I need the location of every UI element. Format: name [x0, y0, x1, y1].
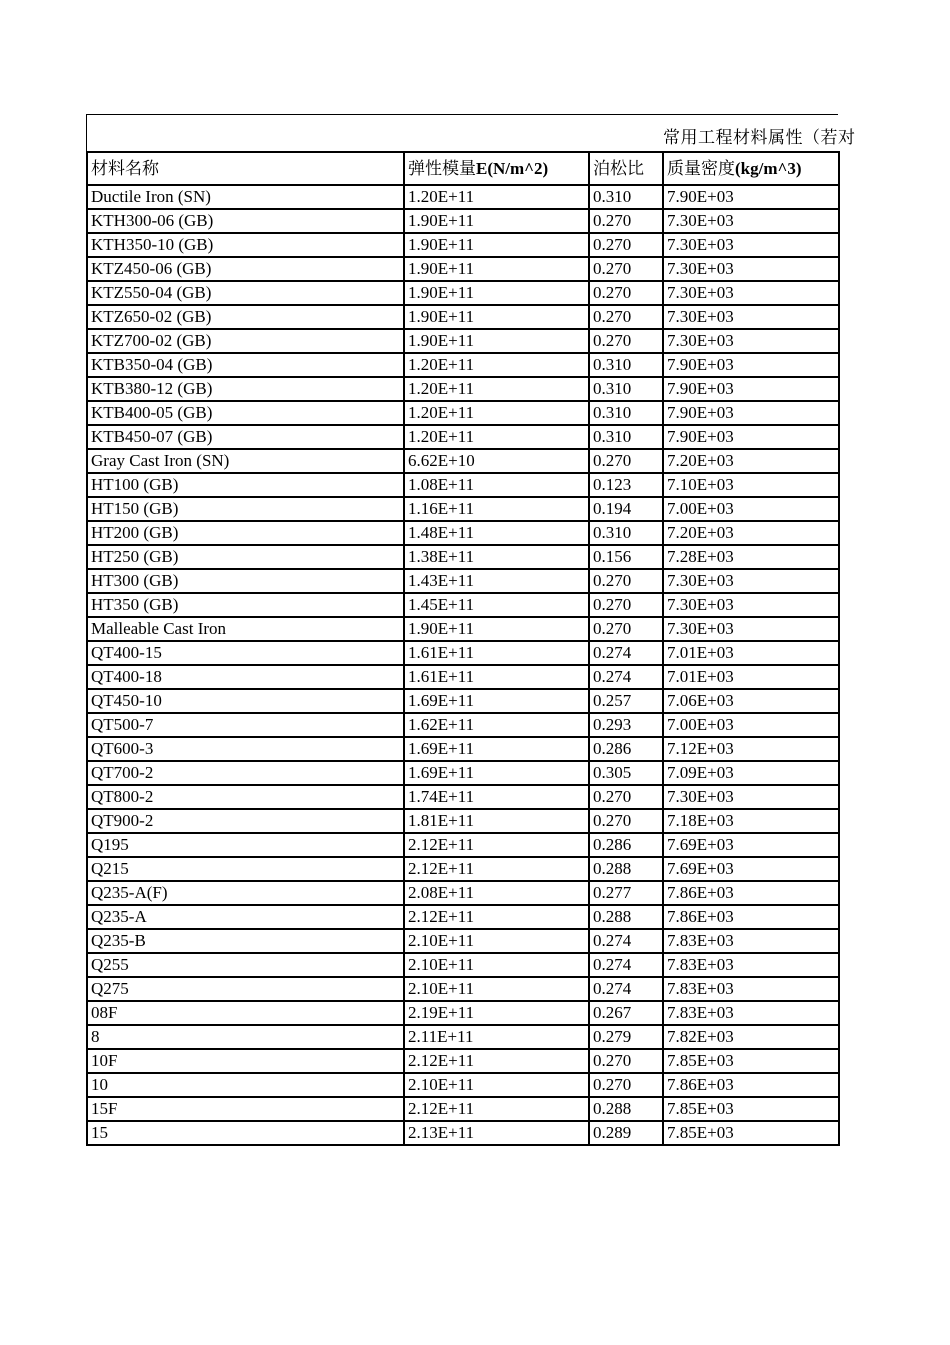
table-row	[87, 473, 839, 497]
cell-elastic-modulus[interactable]: 2.13E+11	[404, 1121, 589, 1145]
cell-mass-density[interactable]: 7.83E+03	[663, 953, 839, 977]
table-row	[87, 905, 839, 929]
cell-elastic-modulus[interactable]: 1.61E+11	[404, 641, 589, 665]
cell-elastic-modulus[interactable]: 2.12E+11	[404, 905, 589, 929]
header-row	[87, 152, 839, 185]
cell-elastic-modulus[interactable]: 2.12E+11	[404, 857, 589, 881]
table-row	[87, 377, 839, 401]
cell-poisson-ratio[interactable]: 0.270	[589, 233, 663, 257]
cell-mass-density[interactable]: 7.85E+03	[663, 1121, 839, 1145]
table-row	[87, 281, 839, 305]
cell-poisson-ratio[interactable]: 0.270	[589, 1073, 663, 1097]
table-row	[87, 425, 839, 449]
cell-elastic-modulus[interactable]: 2.10E+11	[404, 977, 589, 1001]
cell-poisson-ratio[interactable]: 0.156	[589, 545, 663, 569]
cell-mass-density[interactable]: 7.83E+03	[663, 977, 839, 1001]
table-row	[87, 713, 839, 737]
cell-elastic-modulus[interactable]: 1.08E+11	[404, 473, 589, 497]
cell-material-name[interactable]: HT200 (GB)	[87, 521, 404, 545]
cell-elastic-modulus[interactable]: 6.62E+10	[404, 449, 589, 473]
cell-material-name[interactable]: HT350 (GB)	[87, 593, 404, 617]
cell-material-name[interactable]: 8	[87, 1025, 404, 1049]
cell-material-name[interactable]: HT300 (GB)	[87, 569, 404, 593]
table-row	[87, 1049, 839, 1073]
cell-elastic-modulus[interactable]: 1.69E+11	[404, 689, 589, 713]
cell-material-name[interactable]: 08F	[87, 1001, 404, 1025]
cell-material-name[interactable]: KTB400-05 (GB)	[87, 401, 404, 425]
cell-mass-density[interactable]: 7.00E+03	[663, 497, 839, 521]
cell-poisson-ratio[interactable]: 0.310	[589, 401, 663, 425]
cell-poisson-ratio[interactable]: 0.270	[589, 281, 663, 305]
cell-material-name[interactable]: KTH350-10 (GB)	[87, 233, 404, 257]
cell-mass-density[interactable]: 7.12E+03	[663, 737, 839, 761]
cell-elastic-modulus[interactable]: 2.08E+11	[404, 881, 589, 905]
table-row	[87, 977, 839, 1001]
cell-elastic-modulus[interactable]: 2.10E+11	[404, 1073, 589, 1097]
table-row	[87, 593, 839, 617]
header-elastic-modulus-label: 弹性模量	[408, 158, 476, 179]
cell-elastic-modulus[interactable]: 1.20E+11	[404, 185, 589, 209]
cell-mass-density[interactable]: 7.30E+03	[663, 329, 839, 353]
cell-material-name[interactable]: Q275	[87, 977, 404, 1001]
header-mass-density[interactable]	[663, 152, 839, 185]
cell-material-name[interactable]: HT250 (GB)	[87, 545, 404, 569]
cell-poisson-ratio[interactable]: 0.270	[589, 593, 663, 617]
cell-material-name[interactable]: KTZ700-02 (GB)	[87, 329, 404, 353]
table-row	[87, 209, 839, 233]
cell-poisson-ratio[interactable]: 0.267	[589, 1001, 663, 1025]
cell-mass-density[interactable]: 7.30E+03	[663, 617, 839, 641]
cell-material-name[interactable]: KTZ450-06 (GB)	[87, 257, 404, 281]
header-mass-density-unit: (kg/m^3)	[735, 158, 802, 178]
cell-poisson-ratio[interactable]: 0.270	[589, 257, 663, 281]
cell-elastic-modulus[interactable]: 1.20E+11	[404, 377, 589, 401]
cell-material-name[interactable]: QT400-15	[87, 641, 404, 665]
sheet-title: 常用工程材料属性（若对	[663, 128, 856, 148]
cell-mass-density[interactable]: 7.85E+03	[663, 1049, 839, 1073]
cell-material-name[interactable]: Ductile Iron (SN)	[87, 185, 404, 209]
cell-elastic-modulus[interactable]: 1.45E+11	[404, 593, 589, 617]
material-table	[86, 151, 840, 1146]
table-row	[87, 785, 839, 809]
cell-material-name[interactable]: QT450-10	[87, 689, 404, 713]
table-row	[87, 641, 839, 665]
cell-poisson-ratio[interactable]: 0.279	[589, 1025, 663, 1049]
cell-mass-density[interactable]: 7.85E+03	[663, 1097, 839, 1121]
cell-mass-density[interactable]: 7.86E+03	[663, 905, 839, 929]
cell-material-name[interactable]: Q195	[87, 833, 404, 857]
header-elastic-modulus[interactable]	[404, 152, 589, 185]
header-material-name-label: 材料名称	[91, 158, 159, 179]
cell-material-name[interactable]: 10F	[87, 1049, 404, 1073]
table-row	[87, 617, 839, 641]
cell-poisson-ratio[interactable]: 0.310	[589, 377, 663, 401]
cell-mass-density[interactable]: 7.06E+03	[663, 689, 839, 713]
cell-material-name[interactable]: 15	[87, 1121, 404, 1145]
cell-poisson-ratio[interactable]: 0.270	[589, 785, 663, 809]
cell-mass-density[interactable]: 7.30E+03	[663, 569, 839, 593]
cell-poisson-ratio[interactable]: 0.310	[589, 185, 663, 209]
cell-material-name[interactable]: Malleable Cast Iron	[87, 617, 404, 641]
table-row	[87, 329, 839, 353]
cell-poisson-ratio[interactable]: 0.194	[589, 497, 663, 521]
cell-material-name[interactable]: KTB380-12 (GB)	[87, 377, 404, 401]
cell-mass-density[interactable]: 7.20E+03	[663, 449, 839, 473]
cell-elastic-modulus[interactable]: 1.69E+11	[404, 737, 589, 761]
cell-elastic-modulus[interactable]: 2.10E+11	[404, 929, 589, 953]
cell-mass-density[interactable]: 7.00E+03	[663, 713, 839, 737]
cell-mass-density[interactable]: 7.90E+03	[663, 185, 839, 209]
cell-elastic-modulus[interactable]: 1.62E+11	[404, 713, 589, 737]
cell-mass-density[interactable]: 7.86E+03	[663, 881, 839, 905]
table-row	[87, 881, 839, 905]
cell-elastic-modulus[interactable]: 1.90E+11	[404, 281, 589, 305]
table-row	[87, 257, 839, 281]
cell-material-name[interactable]: 15F	[87, 1097, 404, 1121]
cell-poisson-ratio[interactable]: 0.288	[589, 905, 663, 929]
cell-material-name[interactable]: HT150 (GB)	[87, 497, 404, 521]
cell-material-name[interactable]: KTZ650-02 (GB)	[87, 305, 404, 329]
cell-poisson-ratio[interactable]: 0.293	[589, 713, 663, 737]
cell-material-name[interactable]: QT900-2	[87, 809, 404, 833]
cell-material-name[interactable]: Q235-A(F)	[87, 881, 404, 905]
cell-elastic-modulus[interactable]: 1.20E+11	[404, 425, 589, 449]
cell-elastic-modulus[interactable]: 1.90E+11	[404, 305, 589, 329]
cell-poisson-ratio[interactable]: 0.270	[589, 1049, 663, 1073]
table-row	[87, 401, 839, 425]
cell-material-name[interactable]: KTZ550-04 (GB)	[87, 281, 404, 305]
cell-poisson-ratio[interactable]: 0.270	[589, 209, 663, 233]
cell-elastic-modulus[interactable]: 1.20E+11	[404, 401, 589, 425]
cell-elastic-modulus[interactable]: 1.48E+11	[404, 521, 589, 545]
cell-mass-density[interactable]: 7.82E+03	[663, 1025, 839, 1049]
header-material-name[interactable]	[87, 152, 404, 185]
cell-mass-density[interactable]: 7.10E+03	[663, 473, 839, 497]
cell-poisson-ratio[interactable]: 0.288	[589, 857, 663, 881]
cell-material-name[interactable]: Q235-B	[87, 929, 404, 953]
cell-mass-density[interactable]: 7.83E+03	[663, 1001, 839, 1025]
cell-mass-density[interactable]: 7.01E+03	[663, 641, 839, 665]
cell-mass-density[interactable]: 7.90E+03	[663, 401, 839, 425]
cell-poisson-ratio[interactable]: 0.257	[589, 689, 663, 713]
cell-poisson-ratio[interactable]: 0.270	[589, 305, 663, 329]
cell-elastic-modulus[interactable]: 2.11E+11	[404, 1025, 589, 1049]
cell-poisson-ratio[interactable]: 0.310	[589, 425, 663, 449]
table-row	[87, 857, 839, 881]
cell-elastic-modulus[interactable]: 1.81E+11	[404, 809, 589, 833]
cell-poisson-ratio[interactable]: 0.286	[589, 833, 663, 857]
cell-material-name[interactable]: 10	[87, 1073, 404, 1097]
table-row	[87, 1025, 839, 1049]
cell-poisson-ratio[interactable]: 0.123	[589, 473, 663, 497]
cell-mass-density[interactable]: 7.18E+03	[663, 809, 839, 833]
table-body	[87, 185, 839, 1145]
cell-poisson-ratio[interactable]: 0.274	[589, 929, 663, 953]
cell-mass-density[interactable]: 7.20E+03	[663, 521, 839, 545]
table-row	[87, 833, 839, 857]
cell-material-name[interactable]: KTB350-04 (GB)	[87, 353, 404, 377]
cell-elastic-modulus[interactable]: 1.38E+11	[404, 545, 589, 569]
sheet-title-row	[86, 114, 856, 151]
cell-material-name[interactable]: Q235-A	[87, 905, 404, 929]
cell-material-name[interactable]: Q255	[87, 953, 404, 977]
cell-elastic-modulus[interactable]: 1.90E+11	[404, 257, 589, 281]
cell-material-name[interactable]: QT700-2	[87, 761, 404, 785]
header-poisson-ratio[interactable]	[589, 152, 663, 185]
cell-mass-density[interactable]: 7.30E+03	[663, 305, 839, 329]
table-row	[87, 497, 839, 521]
cell-poisson-ratio[interactable]: 0.277	[589, 881, 663, 905]
table-row	[87, 665, 839, 689]
cell-material-name[interactable]: Q215	[87, 857, 404, 881]
cell-material-name[interactable]: QT500-7	[87, 713, 404, 737]
cell-mass-density[interactable]: 7.83E+03	[663, 929, 839, 953]
cell-poisson-ratio[interactable]: 0.270	[589, 329, 663, 353]
cell-poisson-ratio[interactable]: 0.274	[589, 665, 663, 689]
cell-material-name[interactable]: QT600-3	[87, 737, 404, 761]
material-properties-sheet	[86, 114, 856, 1146]
table-row	[87, 737, 839, 761]
table-row	[87, 761, 839, 785]
cell-material-name[interactable]: Gray Cast Iron (SN)	[87, 449, 404, 473]
cell-mass-density[interactable]: 7.30E+03	[663, 233, 839, 257]
cell-elastic-modulus[interactable]: 1.16E+11	[404, 497, 589, 521]
cell-mass-density[interactable]: 7.09E+03	[663, 761, 839, 785]
header-poisson-ratio-label: 泊松比	[593, 158, 644, 179]
cell-poisson-ratio[interactable]: 0.286	[589, 737, 663, 761]
table-row	[87, 953, 839, 977]
cell-poisson-ratio[interactable]: 0.310	[589, 521, 663, 545]
cell-mass-density[interactable]: 7.30E+03	[663, 785, 839, 809]
cell-elastic-modulus[interactable]: 2.12E+11	[404, 833, 589, 857]
cell-mass-density[interactable]: 7.69E+03	[663, 857, 839, 881]
cell-elastic-modulus[interactable]: 2.10E+11	[404, 953, 589, 977]
cell-elastic-modulus[interactable]: 1.43E+11	[404, 569, 589, 593]
cell-poisson-ratio[interactable]: 0.288	[589, 1097, 663, 1121]
cell-elastic-modulus[interactable]: 2.12E+11	[404, 1049, 589, 1073]
cell-poisson-ratio[interactable]: 0.305	[589, 761, 663, 785]
cell-mass-density[interactable]: 7.90E+03	[663, 353, 839, 377]
table-row	[87, 809, 839, 833]
cell-mass-density[interactable]: 7.69E+03	[663, 833, 839, 857]
cell-elastic-modulus[interactable]: 1.90E+11	[404, 209, 589, 233]
cell-mass-density[interactable]: 7.28E+03	[663, 545, 839, 569]
table-row	[87, 449, 839, 473]
cell-elastic-modulus[interactable]: 1.20E+11	[404, 353, 589, 377]
cell-poisson-ratio[interactable]: 0.289	[589, 1121, 663, 1145]
cell-poisson-ratio[interactable]: 0.270	[589, 449, 663, 473]
cell-elastic-modulus[interactable]: 1.90E+11	[404, 233, 589, 257]
cell-mass-density[interactable]: 7.30E+03	[663, 209, 839, 233]
cell-material-name[interactable]: QT400-18	[87, 665, 404, 689]
cell-poisson-ratio[interactable]: 0.270	[589, 809, 663, 833]
cell-poisson-ratio[interactable]: 0.274	[589, 641, 663, 665]
cell-elastic-modulus[interactable]: 1.69E+11	[404, 761, 589, 785]
table-row	[87, 689, 839, 713]
cell-mass-density[interactable]: 7.01E+03	[663, 665, 839, 689]
table-row	[87, 569, 839, 593]
cell-mass-density[interactable]: 7.86E+03	[663, 1073, 839, 1097]
cell-elastic-modulus[interactable]: 1.74E+11	[404, 785, 589, 809]
table-row	[87, 545, 839, 569]
table-row	[87, 929, 839, 953]
cell-poisson-ratio[interactable]: 0.270	[589, 569, 663, 593]
table-row	[87, 185, 839, 209]
cell-poisson-ratio[interactable]: 0.310	[589, 353, 663, 377]
table-row	[87, 353, 839, 377]
cell-mass-density[interactable]: 7.30E+03	[663, 281, 839, 305]
table-row	[87, 233, 839, 257]
table-row	[87, 1001, 839, 1025]
cell-mass-density[interactable]: 7.30E+03	[663, 257, 839, 281]
cell-elastic-modulus[interactable]: 1.90E+11	[404, 617, 589, 641]
cell-material-name[interactable]: QT800-2	[87, 785, 404, 809]
table-row	[87, 1121, 839, 1145]
cell-elastic-modulus[interactable]: 2.12E+11	[404, 1097, 589, 1121]
header-mass-density-label: 质量密度	[667, 158, 735, 179]
cell-elastic-modulus[interactable]: 1.90E+11	[404, 329, 589, 353]
table-row	[87, 305, 839, 329]
cell-elastic-modulus[interactable]: 1.61E+11	[404, 665, 589, 689]
cell-mass-density[interactable]: 7.90E+03	[663, 425, 839, 449]
cell-material-name[interactable]: KTH300-06 (GB)	[87, 209, 404, 233]
cell-poisson-ratio[interactable]: 0.274	[589, 953, 663, 977]
cell-material-name[interactable]: HT100 (GB)	[87, 473, 404, 497]
table-row	[87, 1097, 839, 1121]
table-row	[87, 1073, 839, 1097]
cell-elastic-modulus[interactable]: 2.19E+11	[404, 1001, 589, 1025]
table-row	[87, 521, 839, 545]
header-elastic-modulus-unit: E(N/m^2)	[476, 158, 549, 178]
cell-poisson-ratio[interactable]: 0.274	[589, 977, 663, 1001]
cell-mass-density[interactable]: 7.90E+03	[663, 377, 839, 401]
cell-poisson-ratio[interactable]: 0.270	[589, 617, 663, 641]
cell-mass-density[interactable]: 7.30E+03	[663, 593, 839, 617]
cell-material-name[interactable]: KTB450-07 (GB)	[87, 425, 404, 449]
